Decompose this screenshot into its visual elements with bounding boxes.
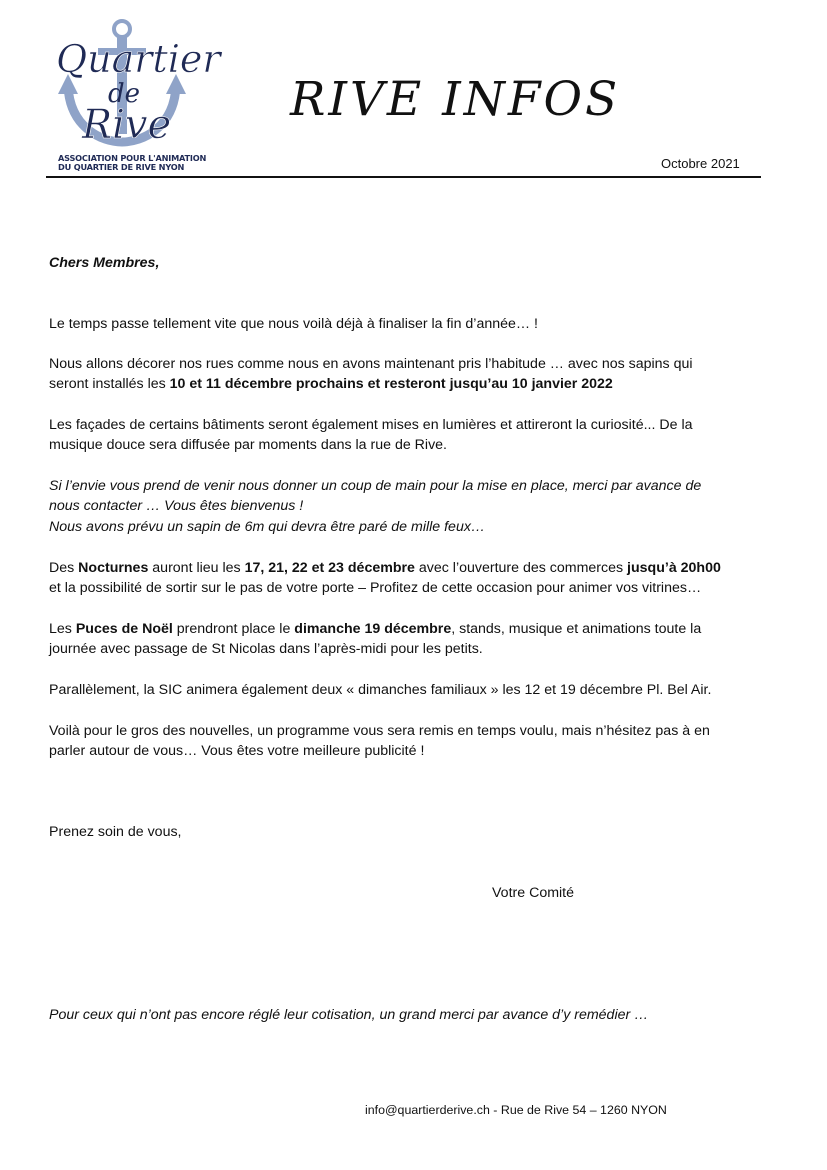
paragraph-line (49, 558, 721, 578)
footer-email[interactable]: info@quartierderive.ch (365, 1103, 490, 1117)
nocturnes-label: Nocturnes (78, 560, 149, 576)
paragraph-line: Voilà pour le gros des nouvelles, un programme vous sera remis en temps voulu, mais n’hésitez pas à en (49, 723, 710, 739)
paragraph-intro: Le temps passe tellement vite que nous voilà déjà à finaliser la fin d’année… ! (49, 316, 538, 332)
text-span: , stands, musique et animations toute la (451, 621, 702, 637)
text-span: prendront place le (172, 621, 295, 637)
paragraph-volunteers (49, 476, 701, 537)
header-divider (46, 176, 761, 178)
nocturnes-hours: jusqu’à 20h00 (627, 560, 721, 576)
logo-word-rive: Rive (82, 102, 172, 148)
text-span: Des (49, 560, 79, 576)
greeting (49, 253, 159, 273)
paragraph-line (49, 374, 693, 394)
tree-dates: 10 et 11 décembre prochains et resteront jusqu’au 10 janvier 2022 (169, 376, 613, 393)
association-logo (46, 16, 221, 176)
greeting-text: Chers Membres, (49, 255, 160, 271)
anchor-icon (46, 16, 221, 156)
logo-caption (58, 153, 207, 172)
puces-label: Puces de Noël (75, 621, 173, 637)
text-span: Les (49, 621, 76, 637)
paragraph-line: musique douce sera diffusée par moments dans la rue de Rive. (49, 437, 447, 454)
paragraph-news (49, 721, 710, 762)
text-span: seront installés les (49, 376, 170, 393)
puces-date: dimanche 19 décembre (294, 621, 452, 637)
closing: Prenez soin de vous, (49, 824, 182, 840)
logo-word-quartier: Quartier (56, 37, 221, 81)
signature: Votre Comité (492, 885, 575, 901)
nocturnes-dates: 17, 21, 22 et 23 décembre (244, 560, 415, 576)
paragraph-decorations (49, 354, 693, 395)
paragraph-line: Nous avons prévu un sapin de 6m qui devra être paré de mille feux… (49, 518, 486, 535)
paragraph-line: nous contacter … Vous êtes bienvenus ! (49, 498, 304, 515)
newsletter-title: RIVE INFOS (290, 72, 621, 127)
footer-address: - Rue de Rive 54 – 1260 NYON (489, 1103, 667, 1117)
paragraph-line: parler autour de vous… Vous êtes votre meilleure publicité ! (49, 743, 425, 760)
paragraph-line (49, 619, 701, 639)
paragraph-lights (49, 415, 692, 456)
paragraph-line: Les façades de certains bâtiments seront également mises en lumières et attireront la curiosité... De la (49, 417, 693, 433)
paragraph-sic: Parallèlement, la SIC animera également deux « dimanches familiaux » les 12 et 19 décembre Pl. Bel Air. (49, 682, 712, 698)
issue-date: Octobre 2021 (661, 156, 740, 171)
postscript: Pour ceux qui n’ont pas encore réglé leur cotisation, un grand merci par avance d’y remédier … (49, 1007, 649, 1023)
logo-word-de: de (108, 79, 141, 109)
text-span: auront lieu les (148, 560, 245, 576)
footer-contact (365, 1103, 667, 1117)
paragraph-line: journée avec passage de St Nicolas dans l’après-midi pour les petits. (49, 641, 483, 658)
paragraph-line: et la possibilité de sortir sur le pas de votre porte – Profitez de cette occasion pour animer vos vitrines… (49, 580, 702, 597)
text-span: avec l’ouverture des commerces (414, 560, 628, 576)
paragraph-line: Si l’envie vous prend de venir nous donner un coup de main pour la mise en place, merci par avance de (49, 478, 702, 494)
paragraph-puces (49, 619, 701, 660)
logo-caption-line2: DU QUARTIER DE RIVE NYON (58, 162, 185, 172)
logo-caption-line1: ASSOCIATION POUR L'ANIMATION (58, 153, 207, 163)
paragraph-line: Nous allons décorer nos rues comme nous en avons maintenant pris l’habitude … avec nos sapins qui (49, 356, 693, 372)
paragraph-nocturnes (49, 558, 721, 599)
